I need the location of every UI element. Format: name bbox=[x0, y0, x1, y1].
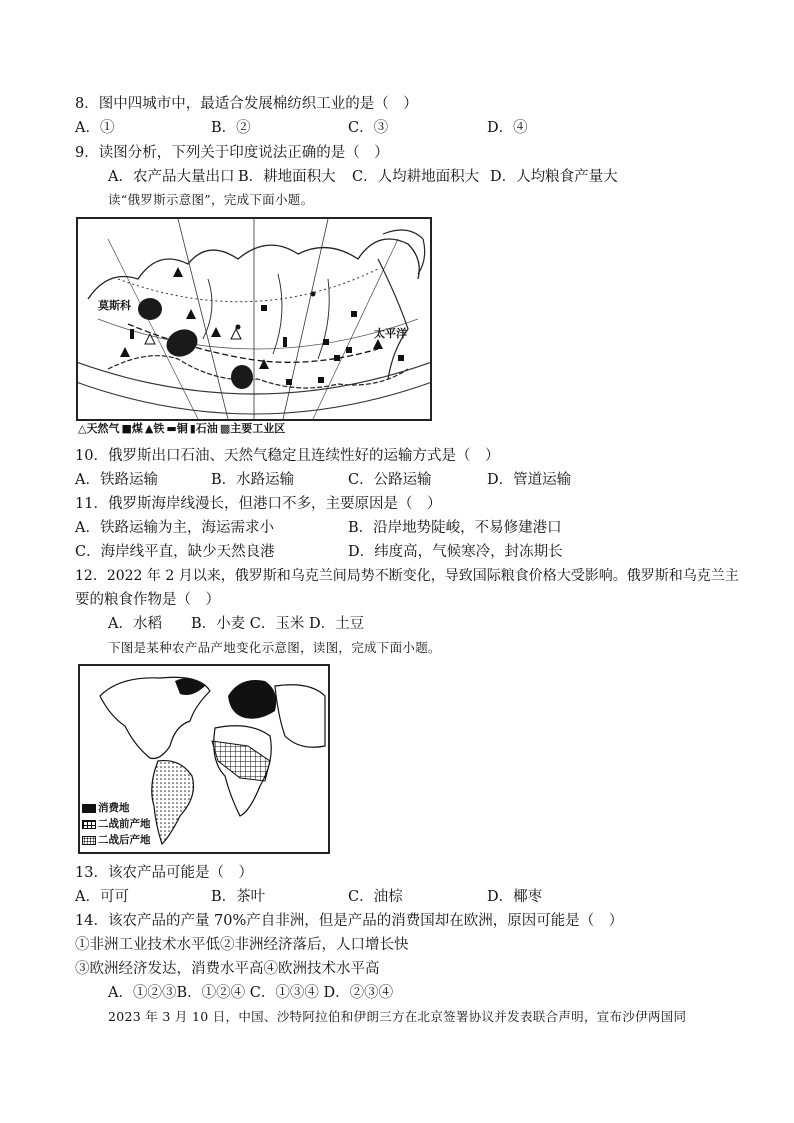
q8-option-c: C．③ bbox=[348, 120, 389, 136]
q10-option-a: A．铁路运输 bbox=[75, 472, 158, 488]
legend-iron: ▲铁 bbox=[144, 422, 165, 435]
russia-map bbox=[76, 217, 432, 421]
q12-options: A．水稻 B．小麦 C．玉米 D．土豆 bbox=[108, 616, 365, 632]
q11-option-a: A．铁路运输为主，海运需求小 bbox=[75, 520, 274, 536]
world-map bbox=[78, 664, 330, 854]
legend-coal: ■煤 bbox=[121, 422, 143, 435]
q13-stem: 13．该农产品可能是（ ） bbox=[75, 865, 253, 881]
q9-option-d: D．人均粮食产量大 bbox=[490, 169, 618, 185]
q12-stem-line1: 12．2022 年 2 月以来，俄罗斯和乌克兰间局势不断变化，导致国际粮食价格大受影响。俄罗斯和乌克兰主 bbox=[75, 568, 739, 584]
q11-option-d: D．纬度高，气候寒冷，封冻期长 bbox=[348, 544, 563, 560]
q8-option-b: B．② bbox=[211, 120, 251, 136]
legend-oil: ▮石油 bbox=[189, 422, 218, 435]
russia-map-graphic bbox=[78, 219, 430, 419]
q13-option-d: D．椰枣 bbox=[487, 889, 543, 905]
q9-option-c: C．人均耕地面积大 bbox=[352, 169, 480, 185]
q9-stem: 9．读图分析，下列关于印度说法正确的是（ ） bbox=[75, 145, 389, 161]
q12-stem-line2: 要的粮食作物是（ ） bbox=[75, 592, 220, 608]
q9-option-a: A．农产品大量出口 bbox=[108, 169, 235, 185]
q10-stem: 10．俄罗斯出口石油、天然气稳定且连续性好的运输方式是（ ） bbox=[75, 448, 500, 464]
russia-map-legend bbox=[78, 421, 287, 437]
q8-option-d: D．④ bbox=[487, 120, 528, 136]
world-legend-prewar: 二战前产地 bbox=[82, 816, 151, 831]
q14-options: A．①②③B．①②④ C．①③④ D．②③④ bbox=[108, 985, 394, 1001]
world-legend-postwar: 二战后产地 bbox=[82, 832, 151, 847]
q13-option-b: B．茶叶 bbox=[211, 889, 266, 905]
q14-line2: ③欧洲经济发达，消费水平高④欧洲技术水平高 bbox=[75, 961, 380, 977]
russia-map-intro: 读“俄罗斯示意图”，完成下面小题。 bbox=[108, 192, 314, 207]
q13-option-c: C．油棕 bbox=[348, 889, 403, 905]
world-legend-consumer: 消费地 bbox=[82, 800, 130, 815]
q11-stem: 11．俄罗斯海岸线漫长，但港口不多，主要原因是（ ） bbox=[75, 496, 442, 512]
q11-option-c: C．海岸线平直，缺少天然良港 bbox=[75, 544, 275, 560]
q11-option-b: B．沿岸地势陡峻，不易修建港口 bbox=[348, 520, 562, 536]
label-pacific: 太平洋 bbox=[374, 327, 407, 340]
q10-option-d: D．管道运输 bbox=[487, 472, 572, 488]
q10-option-b: B．水路运输 bbox=[211, 472, 295, 488]
q14-line1: ①非洲工业技术水平低②非洲经济落后，人口增长快 bbox=[75, 937, 409, 953]
world-map-intro: 下图是某种农产品产地变化示意图，读图，完成下面小题。 bbox=[108, 640, 441, 655]
bottom-note: 2023 年 3 月 10 日，中国、沙特阿拉伯和伊朗三方在北京签署协议并发表联合声明，宣布沙伊两国同 bbox=[108, 1009, 687, 1024]
q8-stem: 8．图中四城市中，最适合发展棉纺织工业的是（ ） bbox=[75, 96, 418, 112]
legend-gas: △天然气 bbox=[78, 422, 120, 435]
label-moscow: 莫斯科 bbox=[98, 299, 131, 312]
q9-option-b: B．耕地面积大 bbox=[238, 169, 336, 185]
q8-option-a: A．① bbox=[75, 120, 115, 136]
q14-stem: 14．该农产品的产量 70%产自非洲，但是产品的消费国却在欧洲，原因可能是（ ） bbox=[75, 913, 624, 929]
q13-option-a: A．可可 bbox=[75, 889, 129, 905]
legend-copper: ▬铜 bbox=[166, 422, 188, 435]
legend-industry: ▩主要工业区 bbox=[219, 422, 286, 435]
q10-option-c: C．公路运输 bbox=[348, 472, 432, 488]
